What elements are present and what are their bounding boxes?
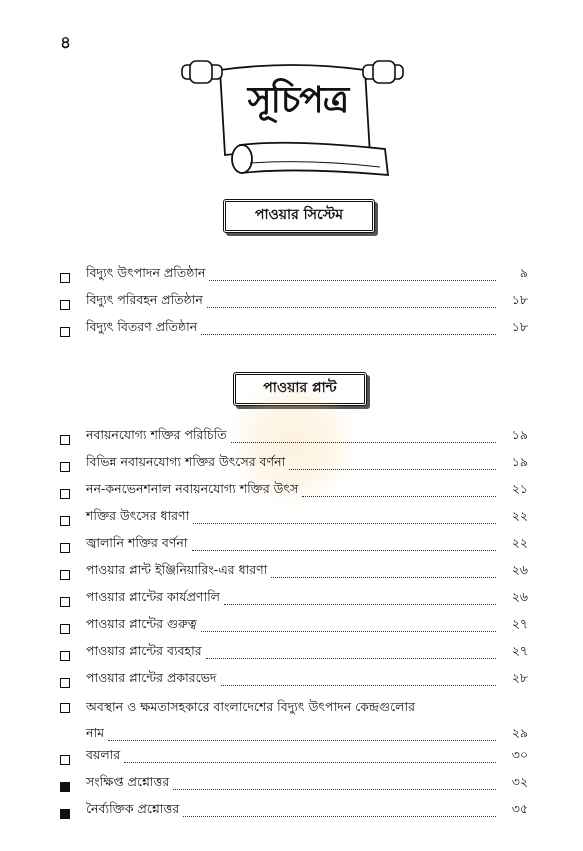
leader-dots (302, 496, 496, 497)
checkbox-icon (60, 327, 70, 337)
toc-entry-second-line (86, 725, 528, 748)
toc-entry[interactable] (60, 293, 528, 315)
toc-entry-page: ৯ (519, 265, 528, 280)
leader-dots (271, 577, 496, 578)
leader-dots (206, 658, 496, 659)
toc-entry-title: সংক্ষিপ্ত প্রশ্নোত্তর (86, 774, 170, 789)
checkbox-icon (60, 570, 70, 580)
leader-dots (201, 334, 496, 335)
toc-entry-title: পাওয়ার প্লান্টের কার্যপ্রণালি (86, 589, 220, 604)
filled-square-icon (60, 809, 70, 819)
toc-entry[interactable] (60, 455, 528, 477)
checkbox-icon (60, 435, 70, 445)
toc-entry-page: ২২ (511, 508, 528, 523)
leader-dots (193, 523, 496, 524)
toc-entry[interactable] (60, 748, 528, 770)
toc-entry[interactable] (60, 802, 528, 824)
toc-entry-page: ২২ (511, 535, 528, 550)
toc-entry[interactable] (60, 644, 528, 666)
toc-entry-page: ১৯ (511, 427, 528, 442)
checkbox-icon (60, 624, 70, 634)
leader-dots (209, 280, 496, 281)
toc-entry-title: বিদ্যুৎ উৎপাদন প্রতিষ্ঠান (86, 265, 206, 280)
toc-entry-title: পাওয়ার প্লান্টের গুরুত্ব (86, 616, 197, 631)
leader-dots (207, 307, 496, 308)
toc-entry-title: নৈর্ব্যক্তিক প্রশ্নোত্তর (86, 801, 180, 816)
checkbox-icon (60, 543, 70, 553)
toc-entry-title: নবায়নযোগ্য শক্তির পরিচিতি (86, 427, 227, 442)
toc-entry-title: শক্তির উৎসের ধারণা (86, 508, 190, 523)
section-heading-power-system: পাওয়ার সিস্টেম (223, 199, 375, 233)
toc-entry[interactable] (60, 697, 528, 740)
leader-dots (201, 631, 496, 632)
leader-dots (224, 604, 496, 605)
leader-dots (183, 816, 496, 817)
toc-entry[interactable] (60, 536, 528, 558)
toc-entry[interactable] (60, 671, 528, 693)
page-number: ৪ (60, 33, 72, 53)
checkbox-icon (60, 651, 70, 661)
checkbox-icon (60, 462, 70, 472)
toc-entry-title: পাওয়ার প্লান্ট ইঞ্জিনিয়ারিং-এর ধারণা (86, 562, 268, 577)
checkbox-icon (60, 597, 70, 607)
leader-dots (221, 685, 497, 686)
toc-entry-title: পাওয়ার প্লান্টের প্রকারভেদ (86, 670, 217, 685)
leader-dots (289, 469, 496, 470)
leader-dots (192, 550, 496, 551)
toc-entry-title: বয়লার (86, 747, 121, 762)
toc-entry-page: ২১ (511, 481, 528, 496)
leader-dots (124, 762, 496, 763)
toc-entry[interactable] (60, 590, 528, 612)
toc-entry-page: ১৮ (511, 319, 528, 334)
toc-entry-title: বিদ্যুৎ পরিবহন প্রতিষ্ঠান (86, 292, 203, 307)
toc-entry-title: অবস্থান ও ক্ষমতাসহকারে বাংলাদেশের বিদ্যুৎ উৎপাদন কেন্দ্রগুলোর (86, 699, 415, 714)
toc-entry-page: ২৯ (511, 725, 528, 740)
leader-dots (108, 740, 496, 741)
toc-entry[interactable] (60, 428, 528, 450)
title-scroll-banner (180, 55, 405, 195)
toc-entry-body (86, 697, 528, 748)
toc-entry[interactable] (60, 509, 528, 531)
filled-square-icon (60, 782, 70, 792)
toc-entry-title: নন-কনভেনশনাল নবায়নযোগ্য শক্তির উৎস (86, 481, 299, 496)
toc-entry[interactable] (60, 563, 528, 585)
toc-entry-page: ২৬ (511, 562, 528, 577)
toc-entry-page: ৩০ (511, 747, 528, 762)
toc-entry[interactable] (60, 482, 528, 504)
toc-entry-page: ৩২ (511, 774, 528, 789)
toc-entry-page: ২৮ (511, 670, 528, 685)
checkbox-icon (60, 678, 70, 688)
toc-entry-page: ১৮ (511, 292, 528, 307)
toc-entry-page: ৩৫ (511, 801, 528, 816)
toc-entry-title: পাওয়ার প্লান্টের ব্যবহার (86, 643, 202, 658)
checkbox-icon (60, 273, 70, 283)
checkbox-icon (60, 516, 70, 526)
leader-dots (231, 442, 496, 443)
section-heading-power-plant: পাওয়ার প্লান্ট (233, 372, 367, 406)
toc-entry[interactable] (60, 320, 528, 342)
checkbox-icon (60, 300, 70, 310)
toc-entry-page: ১৯ (511, 454, 528, 469)
checkbox-icon (60, 489, 70, 499)
toc-entry-page: ২৭ (511, 616, 528, 631)
leader-dots (173, 789, 496, 790)
toc-entry-title: জ্বালানি শক্তির বর্ণনা (86, 535, 188, 550)
page-title: সূচিপত্র (247, 79, 349, 121)
toc-entry-title: বিদ্যুৎ বিতরণ প্রতিষ্ঠান (86, 319, 198, 334)
toc-entry[interactable] (60, 617, 528, 639)
toc-entry-page: ২৬ (511, 589, 528, 604)
toc-entry-page: ২৭ (511, 643, 528, 658)
checkbox-icon (60, 703, 70, 713)
toc-entry[interactable] (60, 266, 528, 288)
checkbox-icon (60, 755, 70, 765)
toc-entry-title-continued: নাম (86, 725, 105, 740)
toc-entry-title: বিভিন্ন নবায়নযোগ্য শক্তির উৎসের বর্ণনা (86, 454, 286, 469)
toc-entry[interactable] (60, 775, 528, 797)
